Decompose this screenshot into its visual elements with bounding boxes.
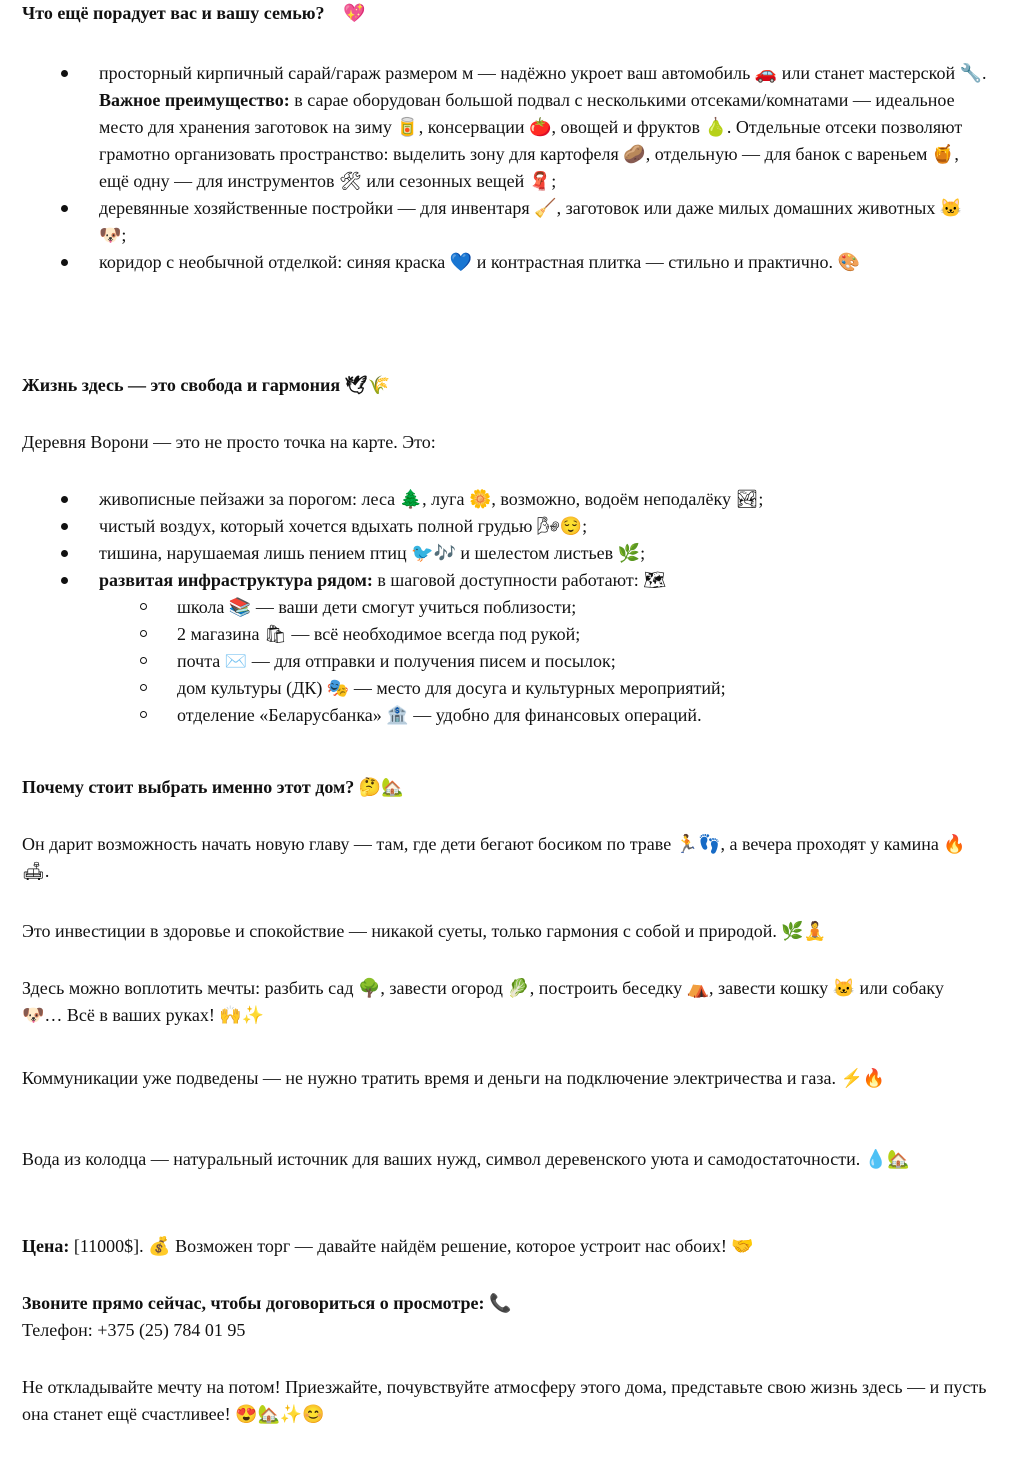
paragraph-investment: Это инвестиции в здоровье и спокойствие — никакой суеты, только гармония с собой и природой. 🌿🧘	[22, 921, 827, 941]
sublist-item-culture-house: дом культуры (ДК) 🎭 — место для досуга и культурных мероприятий;	[22, 675, 988, 702]
sublist-item-shops: 2 магазина 🛍 — всё необходимое всегда под рукой;	[22, 621, 988, 648]
infrastructure-sublist	[22, 594, 988, 729]
paragraph-well: Вода из колодца — натуральный источник для ваших нужд, символ деревенского уюта и самодостаточности. 💧🏡	[22, 1149, 910, 1169]
sublist-item-post: почта ✉️ — для отправки и получения писем и посылок;	[22, 648, 988, 675]
advantage-label: Важное преимущество:	[99, 90, 290, 110]
list-item-wooden-buildings: деревянные хозяйственные постройки — для инвентаря 🧹, заготовок или даже милых домашних животных 🐱🐶;	[22, 195, 988, 249]
paragraph-dreams: Здесь можно воплотить мечты: разбить сад 🌳, завести огород 🥬, построить беседку ⛺, завести кошку 🐱 или собаку 🐶… Всё в ваших руках! 🙌✨	[22, 978, 944, 1025]
list-item-barn: просторный кирпичный сарай/гараж размером м — надёжно укроет ваш автомобиль 🚗 или станет мастерской 🔧. Важное преимущество: в сарае оборудован большой подвал с несколькими отсеками/комнатами — идеальное место для хранения заготовок на зиму 🥫, консервации 🍅, овощей и фруктов 🍐. Отдельные отсеки позволяют грамотно организовать пространство: выделить зону для картофеля 🥔, отдельную — для банок с вареньем 🍯, ещё одну — для инструментов 🛠 или сезонных вещей 🧣;	[22, 60, 988, 195]
village-intro: Деревня Ворони — это не просто точка на карте. Это:	[22, 432, 436, 452]
list-item-air: чистый воздух, который хочется вдыхать полной грудью 🌬😌;	[22, 513, 988, 540]
list-item-corridor: коридор с необычной отделкой: синяя краска 💙 и контрастная плитка — стильно и практично. 🎨	[22, 249, 988, 276]
heading-extras: Что ещё порадует вас и вашу семью? 🏼💖	[22, 3, 366, 23]
list-item-landscapes: живописные пейзажи за порогом: леса 🌲, луга 🌼, возможно, водоём неподалёку 🏞;	[22, 486, 988, 513]
village-list	[22, 486, 988, 729]
price-value: [11000$]. 💰 Возможен торг — давайте найдём решение, которое устроит нас обоих! 🤝	[69, 1236, 754, 1256]
paragraph-new-chapter: Он дарит возможность начать новую главу — там, где дети бегают босиком по траве 🏃👣, а вечера проходят у камина 🔥🛋.	[22, 834, 966, 881]
extras-list	[22, 60, 988, 276]
sublist-item-school: школа 📚 — ваши дети смогут учиться поблизости;	[22, 594, 988, 621]
closing-paragraph: Не откладывайте мечту на потом! Приезжайте, почувствуйте атмосферу этого дома, представьте свою жизнь здесь — и пусть она станет ещё счастливее! 😍🏡✨😊	[22, 1377, 987, 1424]
call-heading: Звоните прямо сейчас, чтобы договориться о просмотре: 📞	[22, 1293, 512, 1313]
sublist-item-bank: отделение «Беларусбанка» 🏦 — удобно для финансовых операций.	[22, 702, 988, 729]
price-label: Цена:	[22, 1236, 70, 1256]
heading-why: Почему стоит выбрать именно этот дом? 🤔🏡	[22, 777, 404, 797]
list-item-infrastructure: развитая инфраструктура рядом: в шаговой доступности работают: 🗺 школа 📚 — ваши дети смогут учиться поблизости; 2 магазина 🛍 — всё необходимое всегда под рукой; почта ✉️ — для отправки и получения писем и посылок; дом культуры (ДК) 🎭 — место для досуга и культурных мероприятий; отделение «Беларусбанка» 🏦 — удобно для финансовых операций.	[22, 567, 988, 729]
paragraph-utilities: Коммуникации уже подведены — не нужно тратить время и деньги на подключение электричества и газа. ⚡🔥	[22, 1068, 886, 1088]
heading-freedom: Жизнь здесь — это свобода и гармония 🕊🌾	[22, 375, 390, 395]
phone-line[interactable]: Телефон: +375 (25) 784 01 95	[22, 1320, 246, 1340]
price-line	[22, 1233, 988, 1260]
list-item-silence: тишина, нарушаемая лишь пением птиц 🐦🎶 и шелестом листьев 🌿;	[22, 540, 988, 567]
